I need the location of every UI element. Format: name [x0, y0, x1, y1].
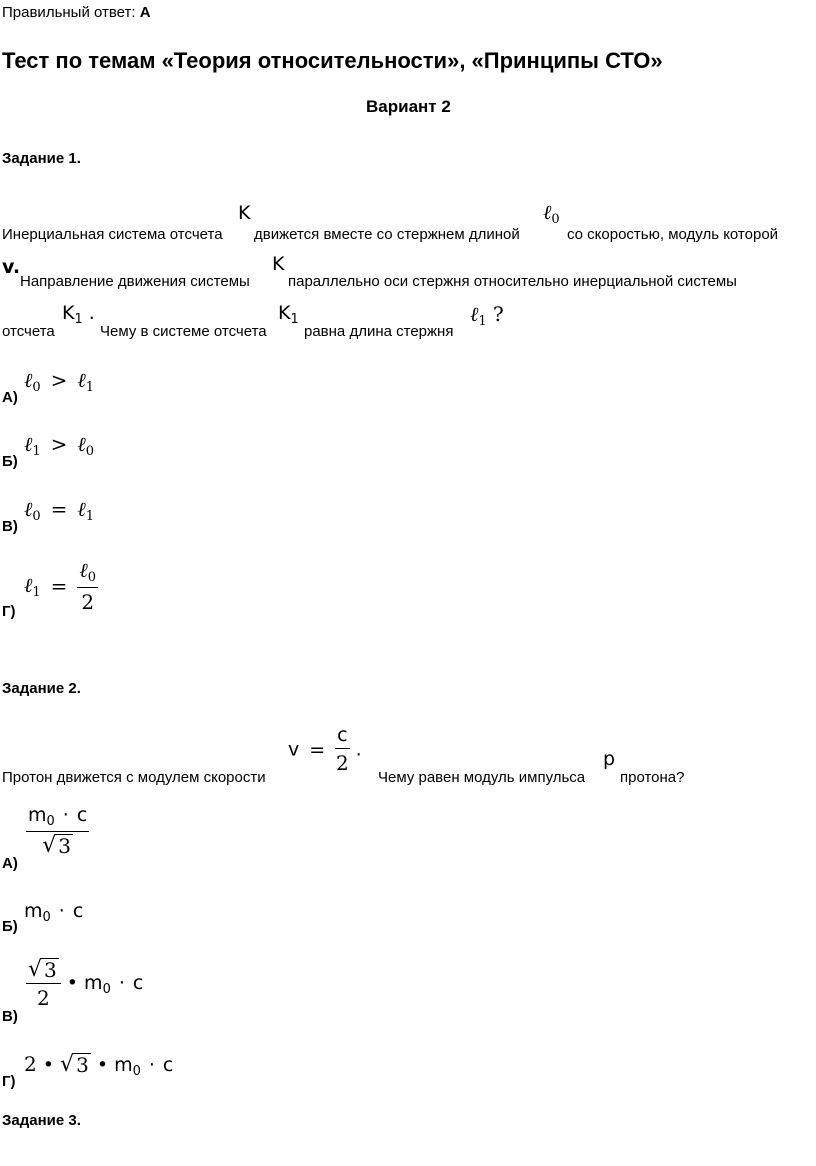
task1-text-b: движется вместе со стержнем длиной	[254, 226, 520, 243]
task2-symbol-p: p	[603, 748, 616, 770]
task1-text-e: параллельно оси стержня относительно инерциальной системы	[288, 273, 737, 290]
task1-symbol-v: v.	[2, 256, 21, 278]
page-title: Тест по темам «Теория относительности», «Принципы СТО»	[2, 48, 663, 73]
task2-text-b: Чему равен модуль импульса	[378, 769, 586, 786]
task1-option-a-label: А)	[2, 389, 18, 406]
task2-velocity-formula: v = $\frac{c}{2}$ .	[288, 724, 362, 775]
task1-option-c-formula: ℓ$_0$ = ℓ$_1$	[24, 497, 95, 524]
variant-heading: Вариант 2	[366, 97, 451, 116]
correct-answer-label: Правильный ответ:	[2, 4, 136, 21]
correct-answer-value: А	[139, 4, 151, 21]
task2-option-c-formula: √ 3 2 • $m_0 \cdot c$	[28, 957, 144, 1010]
task1-option-c-label: В)	[2, 518, 18, 535]
task1-text-d: Направление движения системы	[20, 273, 250, 290]
task1-symbol-k1-2: $K_1$	[278, 302, 299, 327]
task1-symbol-k: K	[238, 202, 251, 224]
task1-option-d-formula: ℓ$_1$ = $\frac{\ell_0}{2}$	[24, 558, 97, 614]
task2-option-a-formula: $m_0 \cdot c$ √ 3	[28, 804, 88, 858]
task2-option-b-formula: $m_0 \cdot c$	[24, 900, 84, 925]
task2-label: Задание 2.	[2, 680, 81, 697]
task3-label: Задание 3.	[2, 1112, 81, 1129]
task1-text-f: отсчета	[2, 323, 55, 340]
task1-option-d-label: Г)	[2, 603, 16, 620]
task2-option-d-formula: 2 • √ 3 • $m_0 \cdot c$	[24, 1052, 174, 1079]
task1-symbol-k-2: K	[272, 253, 285, 275]
task1-option-b-label: Б)	[2, 453, 18, 470]
task1-text-g: Чему в системе отсчета	[100, 323, 267, 340]
task1-option-b-formula: ℓ$_1$ > ℓ$_0$	[24, 432, 95, 459]
task1-option-a-formula: ℓ$_0$ > ℓ$_1$	[24, 368, 95, 395]
task2-text-c: протона?	[620, 769, 685, 786]
task1-text-h: равна длина стержня	[304, 323, 454, 340]
task2-option-b-label: Б)	[2, 918, 18, 935]
task1-symbol-l1-question: ℓ$_1$ ?	[470, 302, 504, 329]
task2-option-a-label: А)	[2, 855, 18, 872]
task1-symbol-l0: ℓ$_0$	[543, 200, 560, 227]
correct-answer-line	[2, 4, 151, 21]
task2-option-c-label: В)	[2, 1008, 18, 1025]
task1-text-c: со скоростью, модуль которой	[567, 226, 779, 243]
task2-text-a: Протон движется с модулем скорости	[2, 769, 266, 786]
task2-option-d-label: Г)	[2, 1073, 16, 1090]
task1-label: Задание 1.	[2, 150, 81, 167]
task1-symbol-k1: $K_1$ .	[62, 302, 95, 327]
task1-text-a: Инерциальная система отсчета	[2, 226, 223, 243]
